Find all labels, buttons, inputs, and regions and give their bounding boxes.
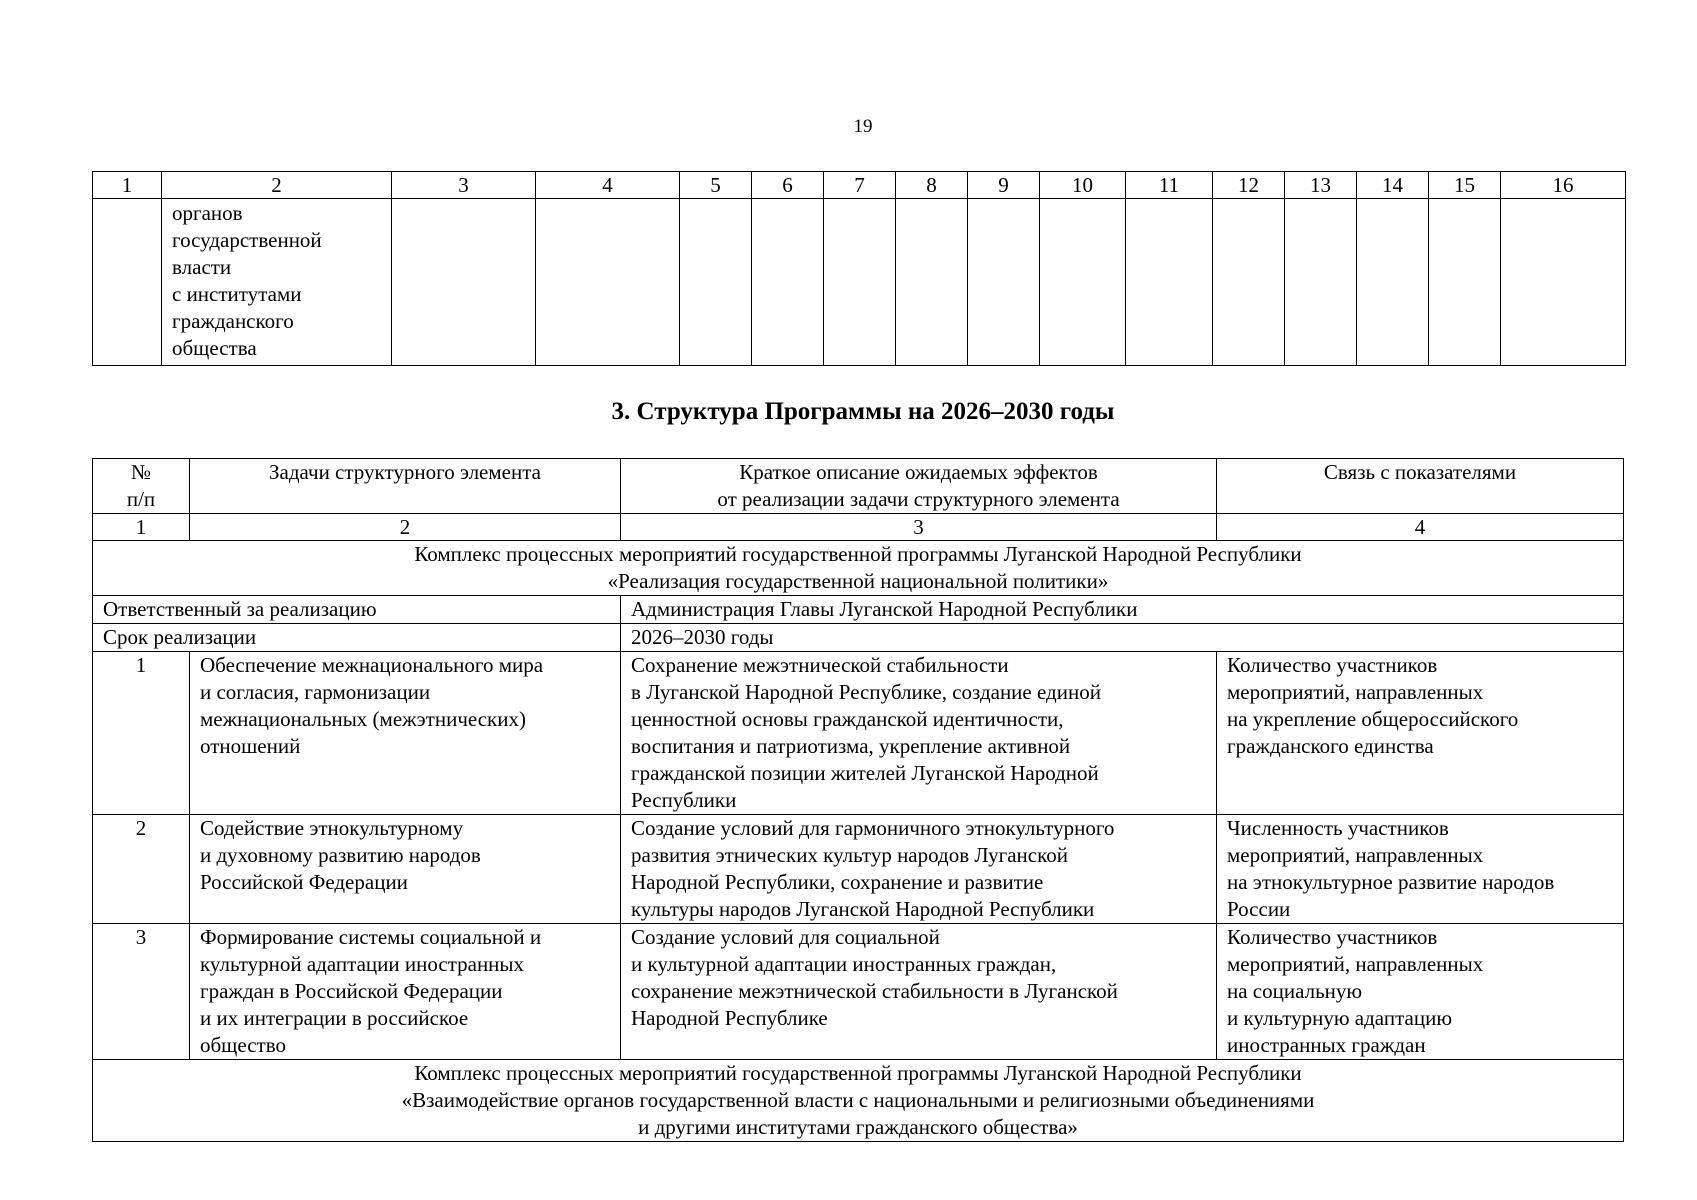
- row-number: 2: [93, 815, 190, 924]
- table-cell: [536, 199, 680, 366]
- column-number: 3: [621, 514, 1217, 541]
- column-number: 16: [1501, 172, 1626, 199]
- table-row: [93, 652, 1624, 815]
- text-line: отношений: [200, 734, 301, 758]
- table-cell: [1213, 199, 1285, 366]
- text-line: гражданского: [172, 309, 294, 333]
- text-line: России: [1227, 897, 1291, 921]
- program-structure-table: [92, 458, 1624, 1142]
- header-line: Связь с показателями: [1323, 460, 1517, 484]
- task-cell: [190, 815, 621, 924]
- text-line: воспитания и патриотизма, укрепление активной: [631, 734, 1071, 758]
- complex-title: [93, 541, 1624, 596]
- text-line: с институтами: [172, 282, 302, 306]
- text-line: Создание условий для гармоничного этнокультурного: [631, 816, 1115, 840]
- indicator-cell: [1217, 652, 1624, 815]
- table-cell: [1357, 199, 1429, 366]
- term-row: [93, 624, 1624, 652]
- column-number: 7: [824, 172, 896, 199]
- text-line: на социальную: [1227, 979, 1363, 1003]
- text-line: Содействие этнокультурному: [200, 816, 464, 840]
- task-cell: [190, 924, 621, 1060]
- complex-row: [93, 1060, 1624, 1142]
- column-number-row: [93, 514, 1624, 541]
- table-row: [93, 924, 1624, 1060]
- text-line: Республики: [631, 788, 737, 812]
- responsible-row: [93, 596, 1624, 624]
- text-line: в Луганской Народной Республике, создание единой: [631, 680, 1101, 704]
- text-line: и согласия, гармонизации: [200, 680, 431, 704]
- complex-row: [93, 541, 1624, 596]
- column-number: 4: [1217, 514, 1624, 541]
- column-number: 1: [93, 172, 162, 199]
- text-line: мероприятий, направленных: [1227, 843, 1484, 867]
- table-cell: [680, 199, 752, 366]
- indicator-cell: [1217, 815, 1624, 924]
- table-cell: [752, 199, 824, 366]
- header-line: п/п: [126, 487, 156, 511]
- effect-cell: [621, 924, 1217, 1060]
- header-effects: [621, 459, 1217, 514]
- table-cell: [968, 199, 1040, 366]
- row-number: 3: [93, 924, 190, 1060]
- text-line: Комплекс процессных мероприятий государственной программы Луганской Народной Республики: [414, 1061, 1302, 1085]
- column-number: 13: [1285, 172, 1357, 199]
- continuation-row: [93, 199, 1626, 366]
- indicator-cell: [1217, 924, 1624, 1060]
- text-line: и культурную адаптацию: [1227, 1006, 1453, 1030]
- continuation-table: [92, 171, 1626, 366]
- text-line: «Реализация государственной национальной политики»: [607, 569, 1109, 593]
- text-line: сохранение межэтнической стабильности в Луганской: [631, 979, 1118, 1003]
- table-cell: [896, 199, 968, 366]
- text-line: и культурной адаптации иностранных граждан,: [631, 952, 1057, 976]
- page-number: 19: [853, 116, 873, 137]
- text-line: Количество участников: [1227, 925, 1438, 949]
- column-number: 11: [1126, 172, 1213, 199]
- term-value: 2026–2030 годы: [621, 624, 1624, 652]
- header-line: Краткое описание ожидаемых эффектов: [739, 460, 1098, 484]
- header-line: от реализации задачи структурного элемента: [717, 487, 1120, 511]
- text-line: Сохранение межэтнической стабильности: [631, 653, 1009, 677]
- column-number: 12: [1213, 172, 1285, 199]
- text-line: Российской Федерации: [200, 870, 408, 894]
- text-line: Формирование системы социальной и: [200, 925, 542, 949]
- text-line: государственной: [172, 228, 322, 252]
- text-line: мероприятий, направленных: [1227, 952, 1484, 976]
- header-tasks: [190, 459, 621, 514]
- header-row: [93, 459, 1624, 514]
- text-line: гражданского единства: [1227, 734, 1434, 758]
- term-label: Срок реализации: [93, 624, 621, 652]
- responsible-label: Ответственный за реализацию: [93, 596, 621, 624]
- effect-cell: [621, 652, 1217, 815]
- row-number: 1: [93, 652, 190, 815]
- column-number: 14: [1357, 172, 1429, 199]
- text-line: развития этнических культур народов Луганской: [631, 843, 1068, 867]
- complex-title: [93, 1060, 1624, 1142]
- text-line: Народной Республики, сохранение и развитие: [631, 870, 1044, 894]
- text-line: ценностной основы гражданской идентичности,: [631, 707, 1064, 731]
- table-cell: [1285, 199, 1357, 366]
- column-number: 5: [680, 172, 752, 199]
- header-line: №: [130, 460, 152, 484]
- text-line: Количество участников: [1227, 653, 1438, 677]
- column-number: 1: [93, 514, 190, 541]
- text-line: органов: [172, 201, 243, 225]
- column-number: 3: [392, 172, 536, 199]
- header-indicators: [1217, 459, 1624, 514]
- table-cell: [1126, 199, 1213, 366]
- column-number: 8: [896, 172, 968, 199]
- text-line: Комплекс процессных мероприятий государственной программы Луганской Народной Республики: [414, 542, 1302, 566]
- text-line: на этнокультурное развитие народов: [1227, 870, 1555, 894]
- column-number: 4: [536, 172, 680, 199]
- text-line: граждан в Российской Федерации: [200, 979, 503, 1003]
- continuation-text: [162, 199, 392, 366]
- text-line: общество: [200, 1033, 286, 1057]
- column-number: 2: [162, 172, 392, 199]
- table-row: [93, 815, 1624, 924]
- text-line: Создание условий для социальной: [631, 925, 940, 949]
- text-line: межнациональных (межэтнических): [200, 707, 526, 731]
- text-line: и их интеграции в российское: [200, 1006, 469, 1030]
- text-line: на укрепление общероссийского: [1227, 707, 1519, 731]
- text-line: Численность участников: [1227, 816, 1449, 840]
- text-line: и другими институтами гражданского общества»: [638, 1115, 1078, 1139]
- effect-cell: [621, 815, 1217, 924]
- column-number: 15: [1429, 172, 1501, 199]
- column-number-row: [93, 172, 1626, 199]
- table-cell: [392, 199, 536, 366]
- table-cell: [93, 199, 162, 366]
- column-number: 6: [752, 172, 824, 199]
- column-number: 2: [190, 514, 621, 541]
- text-line: и духовному развитию народов: [200, 843, 481, 867]
- header-number: [93, 459, 190, 514]
- text-line: иностранных граждан: [1227, 1033, 1426, 1057]
- text-line: мероприятий, направленных: [1227, 680, 1484, 704]
- text-line: гражданской позиции жителей Луганской Народной: [631, 761, 1099, 785]
- column-number: 10: [1040, 172, 1126, 199]
- text-line: «Взаимодействие органов государственной власти с национальными и религиозными объединениями: [401, 1088, 1315, 1112]
- task-cell: [190, 652, 621, 815]
- text-line: общества: [172, 336, 257, 360]
- table-cell: [824, 199, 896, 366]
- text-line: культуры народов Луганской Народной Республики: [631, 897, 1095, 921]
- column-number: 9: [968, 172, 1040, 199]
- section-title: 3. Структура Программы на 2026–2030 годы: [611, 398, 1115, 425]
- text-line: культурной адаптации иностранных: [200, 952, 525, 976]
- header-line: Задачи структурного элемента: [269, 460, 541, 484]
- text-line: Обеспечение межнационального мира: [200, 653, 544, 677]
- table-cell: [1429, 199, 1501, 366]
- text-line: Народной Республике: [631, 1006, 828, 1030]
- responsible-value: Администрация Главы Луганской Народной Республики: [621, 596, 1624, 624]
- table-cell: [1501, 199, 1626, 366]
- table-cell: [1040, 199, 1126, 366]
- text-line: власти: [172, 255, 232, 279]
